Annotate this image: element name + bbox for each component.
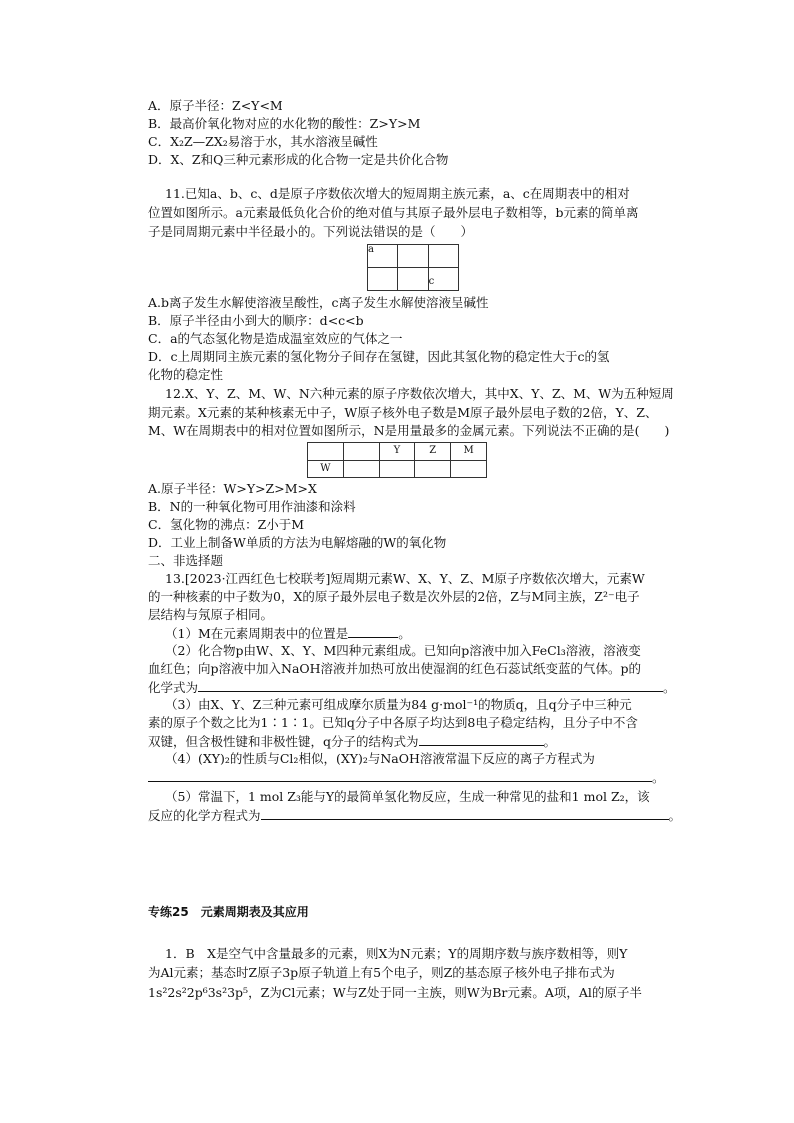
answer-section-title: 专练25 元素周期表及其应用 bbox=[148, 905, 309, 919]
answer-line-1: 1．B X是空气中含量最多的元素，则X为N元素；Y的周期序数与族序数相等，则Y bbox=[165, 946, 628, 961]
q11-option-d: D．c上周期同主族元素的氢化物分子间存在氢键，因此其氢化物的稳定性大于c的氢 bbox=[148, 349, 610, 364]
q13-part-5-text: 反应的化学方程式为 bbox=[148, 808, 261, 823]
answer-line-3: 1s²2s²2p⁶3s²3p⁵，Z为Cl元素；W与Z处于同一主族，则W为Br元素。A项，Al的原子半 bbox=[148, 985, 642, 1000]
period: 。 bbox=[398, 626, 411, 641]
q13-part-2-line-3 bbox=[148, 678, 676, 697]
q12-cell-m: M bbox=[451, 443, 487, 461]
q12-stem-line-3: M、W在周期表中的相对位置如图所示，N是用量最多的金属元素。下列说法不正确的是( ) bbox=[148, 423, 670, 438]
q13-part-5-line-1: （5）常温下，1 mol Z₃能与Y的最简单氢化物反应，生成一种常见的盐和1 mol Z₂，该 bbox=[165, 789, 650, 804]
q10-option-c: C．X₂Z—ZX₂易溶于水，其水溶液呈碱性 bbox=[148, 134, 378, 149]
q13-stem-line-1: 13.[2023·江西红色七校联考]短周期元素W、X、Y、Z、M原子序数依次增大，元素W bbox=[165, 571, 645, 586]
q12-cell-w: W bbox=[308, 460, 344, 478]
period: 。 bbox=[668, 808, 682, 823]
q12-cell bbox=[415, 460, 451, 478]
q12-cell bbox=[379, 460, 415, 478]
q13-part-3-line-3 bbox=[148, 732, 556, 751]
q11-cell bbox=[398, 245, 428, 268]
q11-periodic-table bbox=[367, 244, 459, 291]
q13-stem-line-3: 层结构与氖原子相同。 bbox=[148, 607, 274, 622]
q12-stem-line-1: 12.X、Y、Z、M、W、N六种元素的原子序数依次增大，其中X、Y、Z、M、W为五种短周 bbox=[165, 386, 674, 401]
q13-part-2-text: 化学式为 bbox=[148, 680, 199, 695]
q12-option-b: B．N的一种氧化物可用作油漆和涂料 bbox=[148, 499, 356, 514]
q12-cell-z: Z bbox=[415, 443, 451, 461]
q11-stem-line-3: 子是同周期元素中半径最小的。下列说法错误的是（ ） bbox=[148, 224, 474, 239]
q13-part-3-text: 双键，但含极性键和非极性键，q分子的结构式为 bbox=[148, 734, 419, 749]
q11-stem-line-2: 位置如图所示。a元素最低负化合价的绝对值与其原子最外层电子数相等，b元素的简单离 bbox=[148, 205, 639, 220]
q11-option-a: A.b离子发生水解使溶液呈酸性，c离子发生水解使溶液呈碱性 bbox=[148, 295, 489, 310]
period: 。 bbox=[543, 734, 557, 749]
q11-cell-c: c bbox=[428, 268, 458, 291]
q11-option-d-cont: 化物的稳定性 bbox=[148, 367, 224, 382]
period: 。 bbox=[652, 770, 665, 785]
answer-blank[interactable] bbox=[148, 768, 652, 782]
q12-cell bbox=[451, 460, 487, 478]
q13-stem-line-2: 的一种核素的中子数为0，X的原子最外层电子数是次外层的2倍，Z与M同主族，Z²⁻电子 bbox=[148, 589, 640, 604]
q11-option-c: C．a的气态氢化物是造成温室效应的气体之一 bbox=[148, 331, 403, 346]
section-heading: 二、非选择题 bbox=[148, 553, 224, 568]
q13-part-4-answer-line bbox=[148, 768, 665, 787]
q11-stem-line-1: 11.已知a、b、c、d是原子序数依次增大的短周期主族元素，a、c在周期表中的相对 bbox=[165, 186, 630, 201]
q12-option-c: C．氢化物的沸点：Z小于M bbox=[148, 517, 305, 532]
period: 。 bbox=[663, 680, 676, 695]
answer-blank[interactable] bbox=[348, 624, 398, 638]
q11-cell-a: a bbox=[368, 245, 398, 268]
q13-part-2-line-2: 血红色；向p溶液中加入NaOH溶液并加热可放出使湿润的红色石蕊试纸变蓝的气体。p的 bbox=[148, 661, 642, 676]
q13-part-1-text: （1）M在元素周期表中的位置是 bbox=[165, 626, 349, 641]
q11-cell bbox=[428, 245, 458, 268]
answer-blank[interactable] bbox=[198, 678, 663, 692]
q12-cell bbox=[343, 460, 379, 478]
q12-cell bbox=[343, 443, 379, 461]
q10-option-d: D．X、Z和Q三种元素形成的化合物一定是共价化合物 bbox=[148, 152, 449, 167]
q12-stem-line-2: 期元素。X元素的某种核素无中子，W原子核外电子数是M原子最外层电子数的2倍，Y、Z、 bbox=[148, 405, 658, 420]
q10-option-a: A．原子半径：Z<Y<M bbox=[148, 98, 283, 113]
q11-cell bbox=[398, 268, 428, 291]
q11-cell bbox=[368, 268, 398, 291]
q10-option-b: B．最高价氧化物对应的水化物的酸性：Z>Y>M bbox=[148, 116, 421, 131]
q13-part-5-line-2 bbox=[148, 806, 681, 825]
answer-line-2: 为Al元素；基态时Z原子3p原子轨道上有5个电子，则Z的基态原子核外电子排布式为 bbox=[148, 965, 615, 980]
q13-part-3-line-2: 素的原子个数之比为1∶1∶1。已知q分子中各原子均达到8电子稳定结构，且分子中不含 bbox=[148, 715, 638, 730]
answer-blank[interactable] bbox=[419, 732, 544, 746]
q13-part-2-line-1: （2）化合物p由W、X、Y、M四种元素组成。已知向p溶液中加入FeCl₃溶液，溶液变 bbox=[165, 643, 641, 658]
q13-part-4: （4）(XY)₂的性质与Cl₂相似，(XY)₂与NaOH溶液常温下反应的离子方程式为 bbox=[165, 751, 595, 766]
q12-option-d: D．工业上制备W单质的方法为电解熔融的W的氧化物 bbox=[148, 535, 447, 550]
q13-part-1 bbox=[165, 624, 411, 643]
q11-option-b: B．原子半径由小到大的顺序：d<c<b bbox=[148, 313, 364, 328]
q12-cell-y: Y bbox=[379, 443, 415, 461]
q12-periodic-table bbox=[307, 442, 487, 478]
q12-option-a: A.原子半径：W>Y>Z>M>X bbox=[148, 481, 317, 496]
q12-cell bbox=[308, 443, 344, 461]
q13-part-3-line-1: （3）由X、Y、Z三种元素可组成摩尔质量为84 g·mol⁻¹的物质q，且q分子中三种元 bbox=[165, 697, 632, 712]
answer-blank[interactable] bbox=[261, 806, 669, 820]
